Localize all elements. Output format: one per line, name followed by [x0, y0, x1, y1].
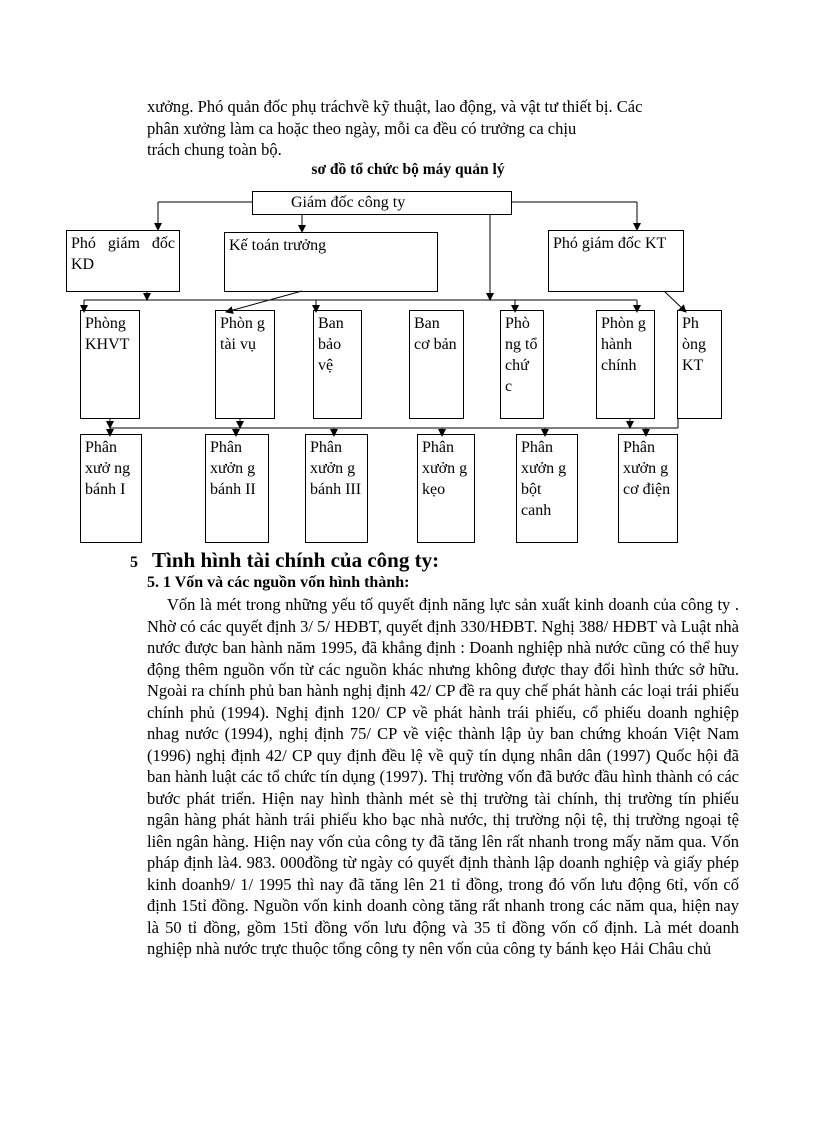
section-5-heading	[130, 548, 439, 573]
department-organization-box: Phò ng tổ chứ c	[500, 310, 544, 419]
workshop-box: Phân xưởn g kẹo	[417, 434, 475, 543]
chief-accountant-box: Kế toán trưởng	[224, 232, 438, 292]
section-5-1-heading: 5. 1 Vốn và các nguồn vốn hình thành:	[147, 574, 410, 591]
department-administration-box: Phòn g hành chính	[596, 310, 655, 419]
department-technical-box: Ph òng KT	[677, 310, 722, 419]
workshop-box: Phân xưở ng bánh I	[80, 434, 142, 543]
intro-line-3: trách chung toàn bộ.	[147, 140, 282, 159]
org-chart-title: sơ đồ tổ chức bộ máy quản lý	[311, 161, 505, 178]
department-finance-box: Phòn g tài vụ	[215, 310, 275, 419]
department-planning-box: Phòng KHVT	[80, 310, 140, 419]
section-5-title: Tình hình tài chính của công ty:	[152, 548, 440, 572]
section-5-number: 5	[130, 554, 138, 571]
department-construction-box: Ban cơ bản	[409, 310, 464, 419]
workshop-box: Phân xưởn g bánh II	[205, 434, 269, 543]
department-security-box: Ban bảo vệ	[313, 310, 362, 419]
director-box: Giám đốc công ty	[252, 191, 512, 215]
body-paragraph: Vốn là mét trong những yếu tố quyết định năng lực sản xuất kinh doanh của công ty . Nhờ có các quyết định 3/ 5/ HĐBT, quyết định 330/HĐBT. Nghị 388/ HĐBT và Luật nhà nước được ban hành năm 1995, đã khẳng định : Doanh nghiệp nhà nước cũng có thể huy động thêm nguồn vốn từ các nguồn khác nhưng không được thay đổi hình thức sở hữu. Ngoài ra chính phủ ban hành nghị định 42/ CP đề ra quy chế phát hành các loại trái phiếu chính phủ (1994). Nghị định 120/ CP về phát hành trái phiếu, cổ phiếu doanh nghiệp nhag nước (1994), nghị định 75/ CP về việc thành lập ủy ban chứng khoán Việt Nam (1996) nghị định 42/ CP quy định đều lệ về quỹ tín dụng nhân dân (1997) Quốc hội đã ban hành luật các tổ chức tín dụng (1997). Thị trường vốn đã bước đầu hình thành có các bước phát triển. Hiện nay hình thành mét sè thị trường tài chính, thị trường tín phiếu ngân hàng phát hành trái phiếu kho bạc nhà nước, thị trường nội tệ, thị trường ngoại tệ liên ngân hàng. Hiện nay vốn của công ty đã tăng lên rất nhanh trong mấy năm qua. Vốn pháp định là4. 983. 000đồng từ ngày có quyết định thành lập doanh nghiệp và giấy phép kinh doanh9/ 1/ 1995 thì nay đã tăng lên 21 tỉ đồng, trong đó vốn lưu động 6tỉ, vốn cố định 15tỉ đồng. Nguồn vốn kinh doanh còng tăng rất nhanh trong các năm qua, hiện nay là 50 tỉ đồng, gồm 15tỉ đồng vốn lưu động và 35 tỉ đồng vốn cố định. Là mét doanh nghiệp nhà nước trực thuộc tổng công ty nên vốn của công ty bánh kẹo Hải Châu chủ	[147, 595, 739, 958]
line-accountant-finance	[226, 291, 302, 312]
vp-technical-box: Phó giám đốc KT	[548, 230, 684, 292]
intro-line-2: phân xưởng làm ca hoặc theo ngày, mỗi ca đều có trưởng ca chịu	[147, 119, 577, 138]
workshop-box: Phân xưởn g cơ điện	[618, 434, 678, 543]
workshop-box: Phân xưởn g bột canh	[516, 434, 578, 543]
vp-business-box: Phó giám đốc KD	[66, 230, 180, 292]
line-vpkt-technical	[664, 291, 686, 312]
workshop-box: Phân xưởn g bánh III	[305, 434, 368, 543]
intro-line-1: xưởng. Phó quản đốc phụ tráchvề kỹ thuật, lao động, và vật tư thiết bị. Các	[147, 97, 643, 116]
